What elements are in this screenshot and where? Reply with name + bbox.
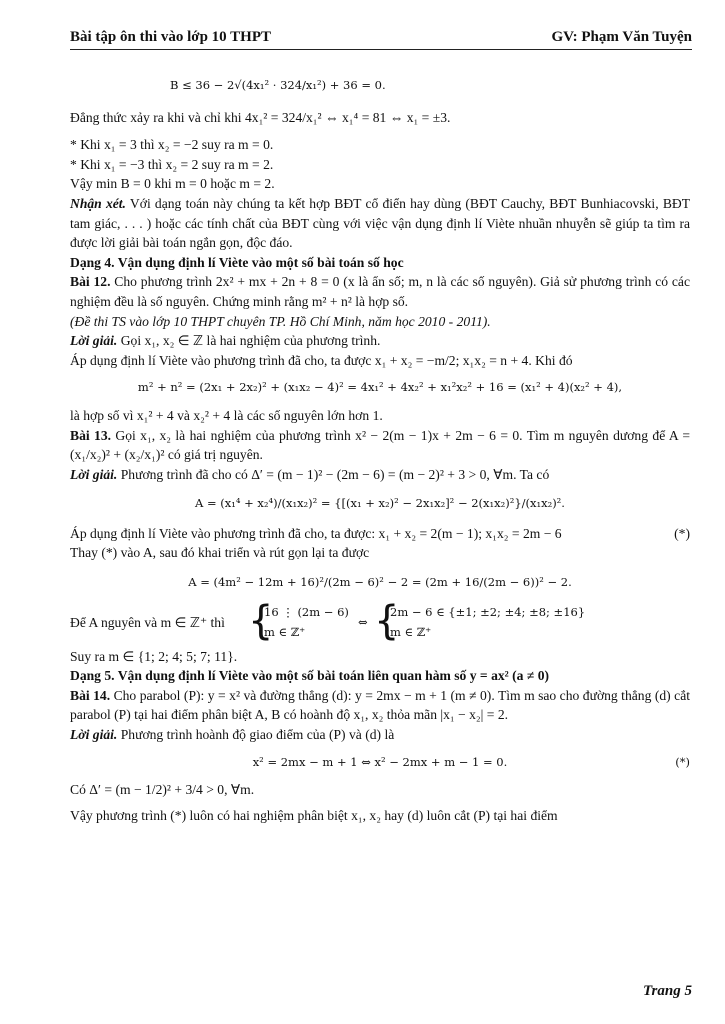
brace-left-1: { [248,597,274,644]
problem-13-text: Gọi x₁, x₂ là hai nghiệm của phương trình x² − 2(m − 1)x + 2m − 6 = 0. Tìm m nguyên dương để A = (x₁/x₂)² + (x₂/x₁)² có giá trị nguyên. [70,427,690,463]
problem-12 [70,272,690,311]
problem-13-label: Bài 13. [70,427,112,443]
solution-12-text: Gọi x₁, x₂ ∈ ℤ là hai nghiệm của phương trình. [117,333,381,349]
remark-text: Với dạng toán này chúng ta kết hợp BĐT cổ điển hay dùng (BĐT Cauchy, BĐT Bunhiacovski, BĐT tam giác, . . . ) hoặc các tính chất của BĐT cùng với việc vận dụng định lí Viète nhuần nhuyễn sẽ giúp ta tìm ra được lời giải bài toán ngắn gọn, độc đáo. [70,195,691,251]
iff-symbol: ⇔ [358,614,368,629]
solution-13-viete-text: Áp dụng định lí Viète vào phương trình đã cho, ta được: x₁ + x₂ = 2(m − 1); x₁x₂ = 2m − 6 [70,525,562,541]
case-one: * Khi x₁ = 3 thì x₂ = −2 suy ra m = 0. [70,137,274,153]
equation-13b: A = (4m² − 12m + 16)²/(2m − 6)² − 2 = (2m + 16/(2m − 6))² − 2. [188,575,572,590]
remark-label: Nhận xét. [70,195,126,211]
problem-14 [70,686,690,725]
page-body [70,56,690,825]
solution-12-conclusion: là hợp số vì x₁² + 4 và x₂² + 4 là các số nguyên lớn hơn 1. [70,407,383,423]
section-heading-dang5: Dạng 5. Vận dụng định lí Viète vào một số bài toán liên quan hàm số y = ax² (a ≠ 0) [70,668,550,684]
equation-13c [70,597,690,644]
solution-13-label: Lời giải. [70,466,118,482]
remark-paragraph [70,194,690,253]
problem-14-text: Cho parabol (P): y = x² và đường thẳng (d): y = 2mx − m + 1 (m ≠ 0). Tìm m sao cho đường thẳng (d) cắt parabol (P) tại hai điểm phân biệt A, B có hoành độ x₁, x₂ thỏa mãn |x₁ − x₂| = 2. [70,687,691,723]
solution-13-substitute: Thay (*) vào A, sau đó khai triển và rút gọn lại ta được [70,545,370,561]
solution-13-viete [70,524,690,544]
solution-12-viete: Áp dụng định lí Viète vào phương trình đã cho, ta được x₁ + x₂ = −m/2; x₁x₂ = n + 4. Khi đó [70,352,573,368]
solution-label: Lời giải. [70,333,118,349]
equation-13c-lead: Để A nguyên và m ∈ ℤ⁺ thì [70,614,225,630]
solution-14-label: Lời giải. [70,727,118,743]
equation-b-bound: B ≤ 36 − 2√(4x₁² · 324/x₁²) + 36 = 0. [170,78,386,92]
equation-14a-text: x² = 2mx − m + 1 ⇔ x² − 2mx + m − 1 = 0. [252,754,508,769]
equation-12: m² + n² = (2x₁ + 2x₂)² + (x₁x₂ − 4)² = 4x₁² + 4x₂² + x₁²x₂² + 16 = (x₁² + 4)(x₂² + 4), [137,380,623,395]
solution-13-result: Suy ra m ∈ {1; 2; 4; 5; 7; 11}. [70,648,238,664]
solution-14-conclusion: Vậy phương trình (*) luôn có hai nghiệm phân biệt x₁, x₂ hay (d) luôn cắt (P) tại hai điểm [70,807,558,823]
equation-14b: Có Δ′ = (m − 1/2)² + 3/4 > 0, ∀m. [70,782,255,798]
solution-13-text: Phương trình đã cho có Δ′ = (m − 1)² − (2m − 6) = (m − 2)² + 3 > 0, ∀m. Ta có [117,466,550,482]
problem-13 [70,426,690,465]
problem-12-label: Bài 12. [70,274,111,290]
system-2-line-2: m ∈ ℤ⁺ [390,624,432,639]
problem-14-label: Bài 14. [70,687,111,703]
min-conclusion: Vậy min B = 0 khi m = 0 hoặc m = 2. [70,176,275,192]
equality-condition: Đẳng thức xảy ra khi và chỉ khi 4x₁² = 324/x₁² ⇔ x₁⁴ = 81 ⇔ x₁ = ±3. [70,109,451,125]
solution-14-intro [70,725,690,745]
equation-13a: A = (x₁⁴ + x₂⁴)/(x₁x₂)² = {[(x₁ + x₂)² − 2x₁x₂]² − 2(x₁x₂)²}/(x₁x₂)². [195,496,565,511]
solution-14-text: Phương trình hoành độ giao điểm của (P) và (d) là [117,727,395,743]
header-title: Bài tập ôn thi vào lớp 10 THPT [70,29,271,45]
problem-12-source: (Đề thi TS vào lớp 10 THPT chuyên TP. Hồ Chí Minh, năm học 2010 - 2011). [70,313,491,329]
problem-12-text: Cho phương trình 2x² + mx + 2n + 8 = 0 (x là ẩn số; m, n là các số nguyên). Giả sử phương trình có các nghiệm đều là số nguyên. Chứng minh rằng m² + n² là hợp số. [70,274,690,309]
page-header [70,29,692,50]
solution-12-intro [70,331,690,351]
equation-14a [70,753,690,773]
system-2-line-1: 2m − 6 ∈ {±1; ±2; ±4; ±8; ±16} [390,604,586,619]
header-author: GV: Phạm Văn Tuyện [551,29,692,45]
brace-left-2: { [374,597,400,644]
system-1-line-1: 16 ⋮ (2m − 6) [264,604,349,619]
case-two: * Khi x₁ = −3 thì x₂ = 2 suy ra m = 2. [70,156,274,172]
section-heading-dang4: Dạng 4. Vận dụng định lí Viète vào một số bài toán số học [70,254,404,270]
system-1-line-2: m ∈ ℤ⁺ [264,624,306,639]
equation-14a-tag: (*) [675,754,690,769]
equation-tag-star: (*) [674,525,690,541]
solution-13-intro [70,465,690,485]
page-number: Trang 5 [642,983,692,999]
